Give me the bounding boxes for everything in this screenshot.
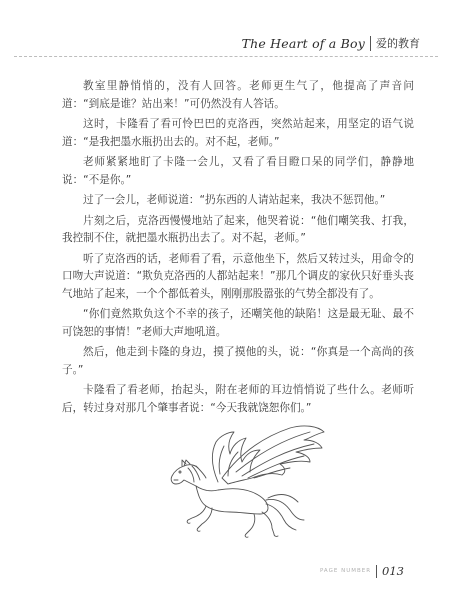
paragraph: 过了一会儿，老师说道：“扔东西的人请站起来，我决不惩罚他。” — [83, 194, 386, 206]
page-footer — [320, 564, 404, 578]
page-number-label: PAGE NUMBER — [319, 568, 372, 574]
pegasus-illustration — [158, 420, 330, 542]
header-divider — [370, 36, 371, 51]
page-number: 013 — [382, 564, 404, 578]
story-body — [62, 78, 414, 420]
paragraph: 这时，卡隆看了看可怜巴巴的克洛西，突然站起来，用坚定的语气说道：“是我把墨水瓶扔出去的。对不起，老师。” — [62, 118, 414, 148]
paragraph: 听了克洛西的话，老师看了看，示意他坐下，然后又转过头，用命令的口吻大声说道：“欺负克洛西的人都站起来！”那几个调皮的家伙只好垂头丧气地站了起来，一个个都低着头，刚刚那股嚣张的气势全都没有了。 — [62, 252, 414, 300]
footer-divider — [376, 565, 377, 578]
paragraph: 老师紧紧地盯了卡隆一会儿，又看了看目瞪口呆的同学们，静静地说：“不是你。” — [62, 156, 414, 186]
paragraph: 片刻之后，克洛西慢慢地站了起来，他哭着说：“他们嘲笑我、打我，我控制不住，就把墨水瓶扔出去了。对不起，老师。” — [62, 214, 414, 244]
header-dashed-rule — [14, 56, 438, 57]
paragraph: “你们竟然欺负这个不幸的孩子，还嘲笑他的缺陷！这是最无耻、最不可饶恕的事情！”老师大声地吼道。 — [62, 308, 414, 338]
paragraph: 教室里静悄悄的，没有人回答。老师更生气了，他提高了声音问道：“到底是谁？站出来！”可仍然没有人答话。 — [62, 80, 414, 110]
running-header — [242, 34, 420, 52]
book-title-english: The Heart of a Boy — [241, 35, 365, 51]
paragraph: 卡隆看了看老师，抬起头，附在老师的耳边悄悄说了些什么。老师听后，转过身对那几个肇事者说：“今天我就饶恕你们。” — [62, 384, 414, 414]
paragraph: 然后，他走到卡隆的身边，摸了摸他的头，说：“你真是一个高尚的孩子。” — [62, 346, 414, 376]
book-title-chinese: 爱的教育 — [376, 37, 420, 50]
